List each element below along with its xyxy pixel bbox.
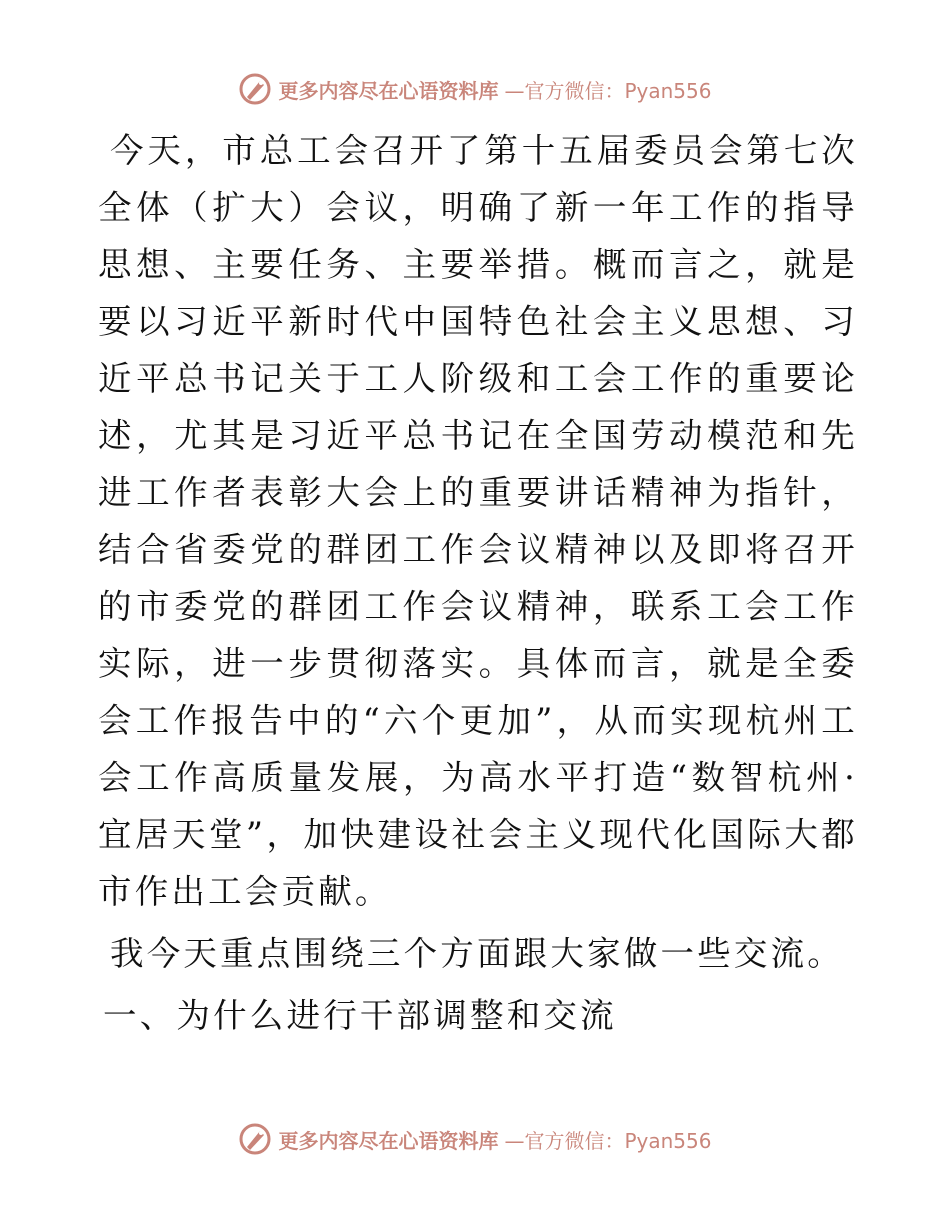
document-body: [98, 122, 858, 1044]
header-watermark: [0, 72, 950, 106]
watermark-contact-text: —官方微信：Pyan556: [504, 1128, 712, 1153]
watermark-brand-text: 更多内容尽在心语资料库: [278, 1128, 499, 1153]
footer-watermark: [0, 1122, 950, 1156]
body-paragraph-1: 今天，市总工会召开了第十五届委员会第七次全体（扩大）会议，明确了新一年工作的指导思想、主要任务、主要举措。概而言之，就是要以习近平新时代中国特色社会主义思想、习近平总书记关于工人阶级和工会工作的重要论述，尤其是习近平总书记在全国劳动模范和先进工作者表彰大会上的重要讲话精神为指针，结合省委党的群团工作会议精神以及即将召开的市委党的群团工作会议精神，联系工会工作实际，进一步贯彻落实。具体而言，就是全委会工作报告中的“六个更加”，从而实现杭州工会工作高质量发展，为高水平打造“数智杭州·宜居天堂”，加快建设社会主义现代化国际大都市作出工会贡献。: [98, 131, 858, 911]
pen-nib-logo-icon: [238, 1122, 272, 1156]
watermark-contact-text: —官方微信：Pyan556: [504, 78, 712, 103]
body-paragraph-2: 我今天重点围绕三个方面跟大家做一些交流。: [110, 934, 844, 973]
pen-nib-logo-icon: [238, 72, 272, 106]
section-heading: 一、为什么进行干部调整和交流: [103, 996, 617, 1035]
watermark-brand-text: 更多内容尽在心语资料库: [278, 78, 499, 103]
